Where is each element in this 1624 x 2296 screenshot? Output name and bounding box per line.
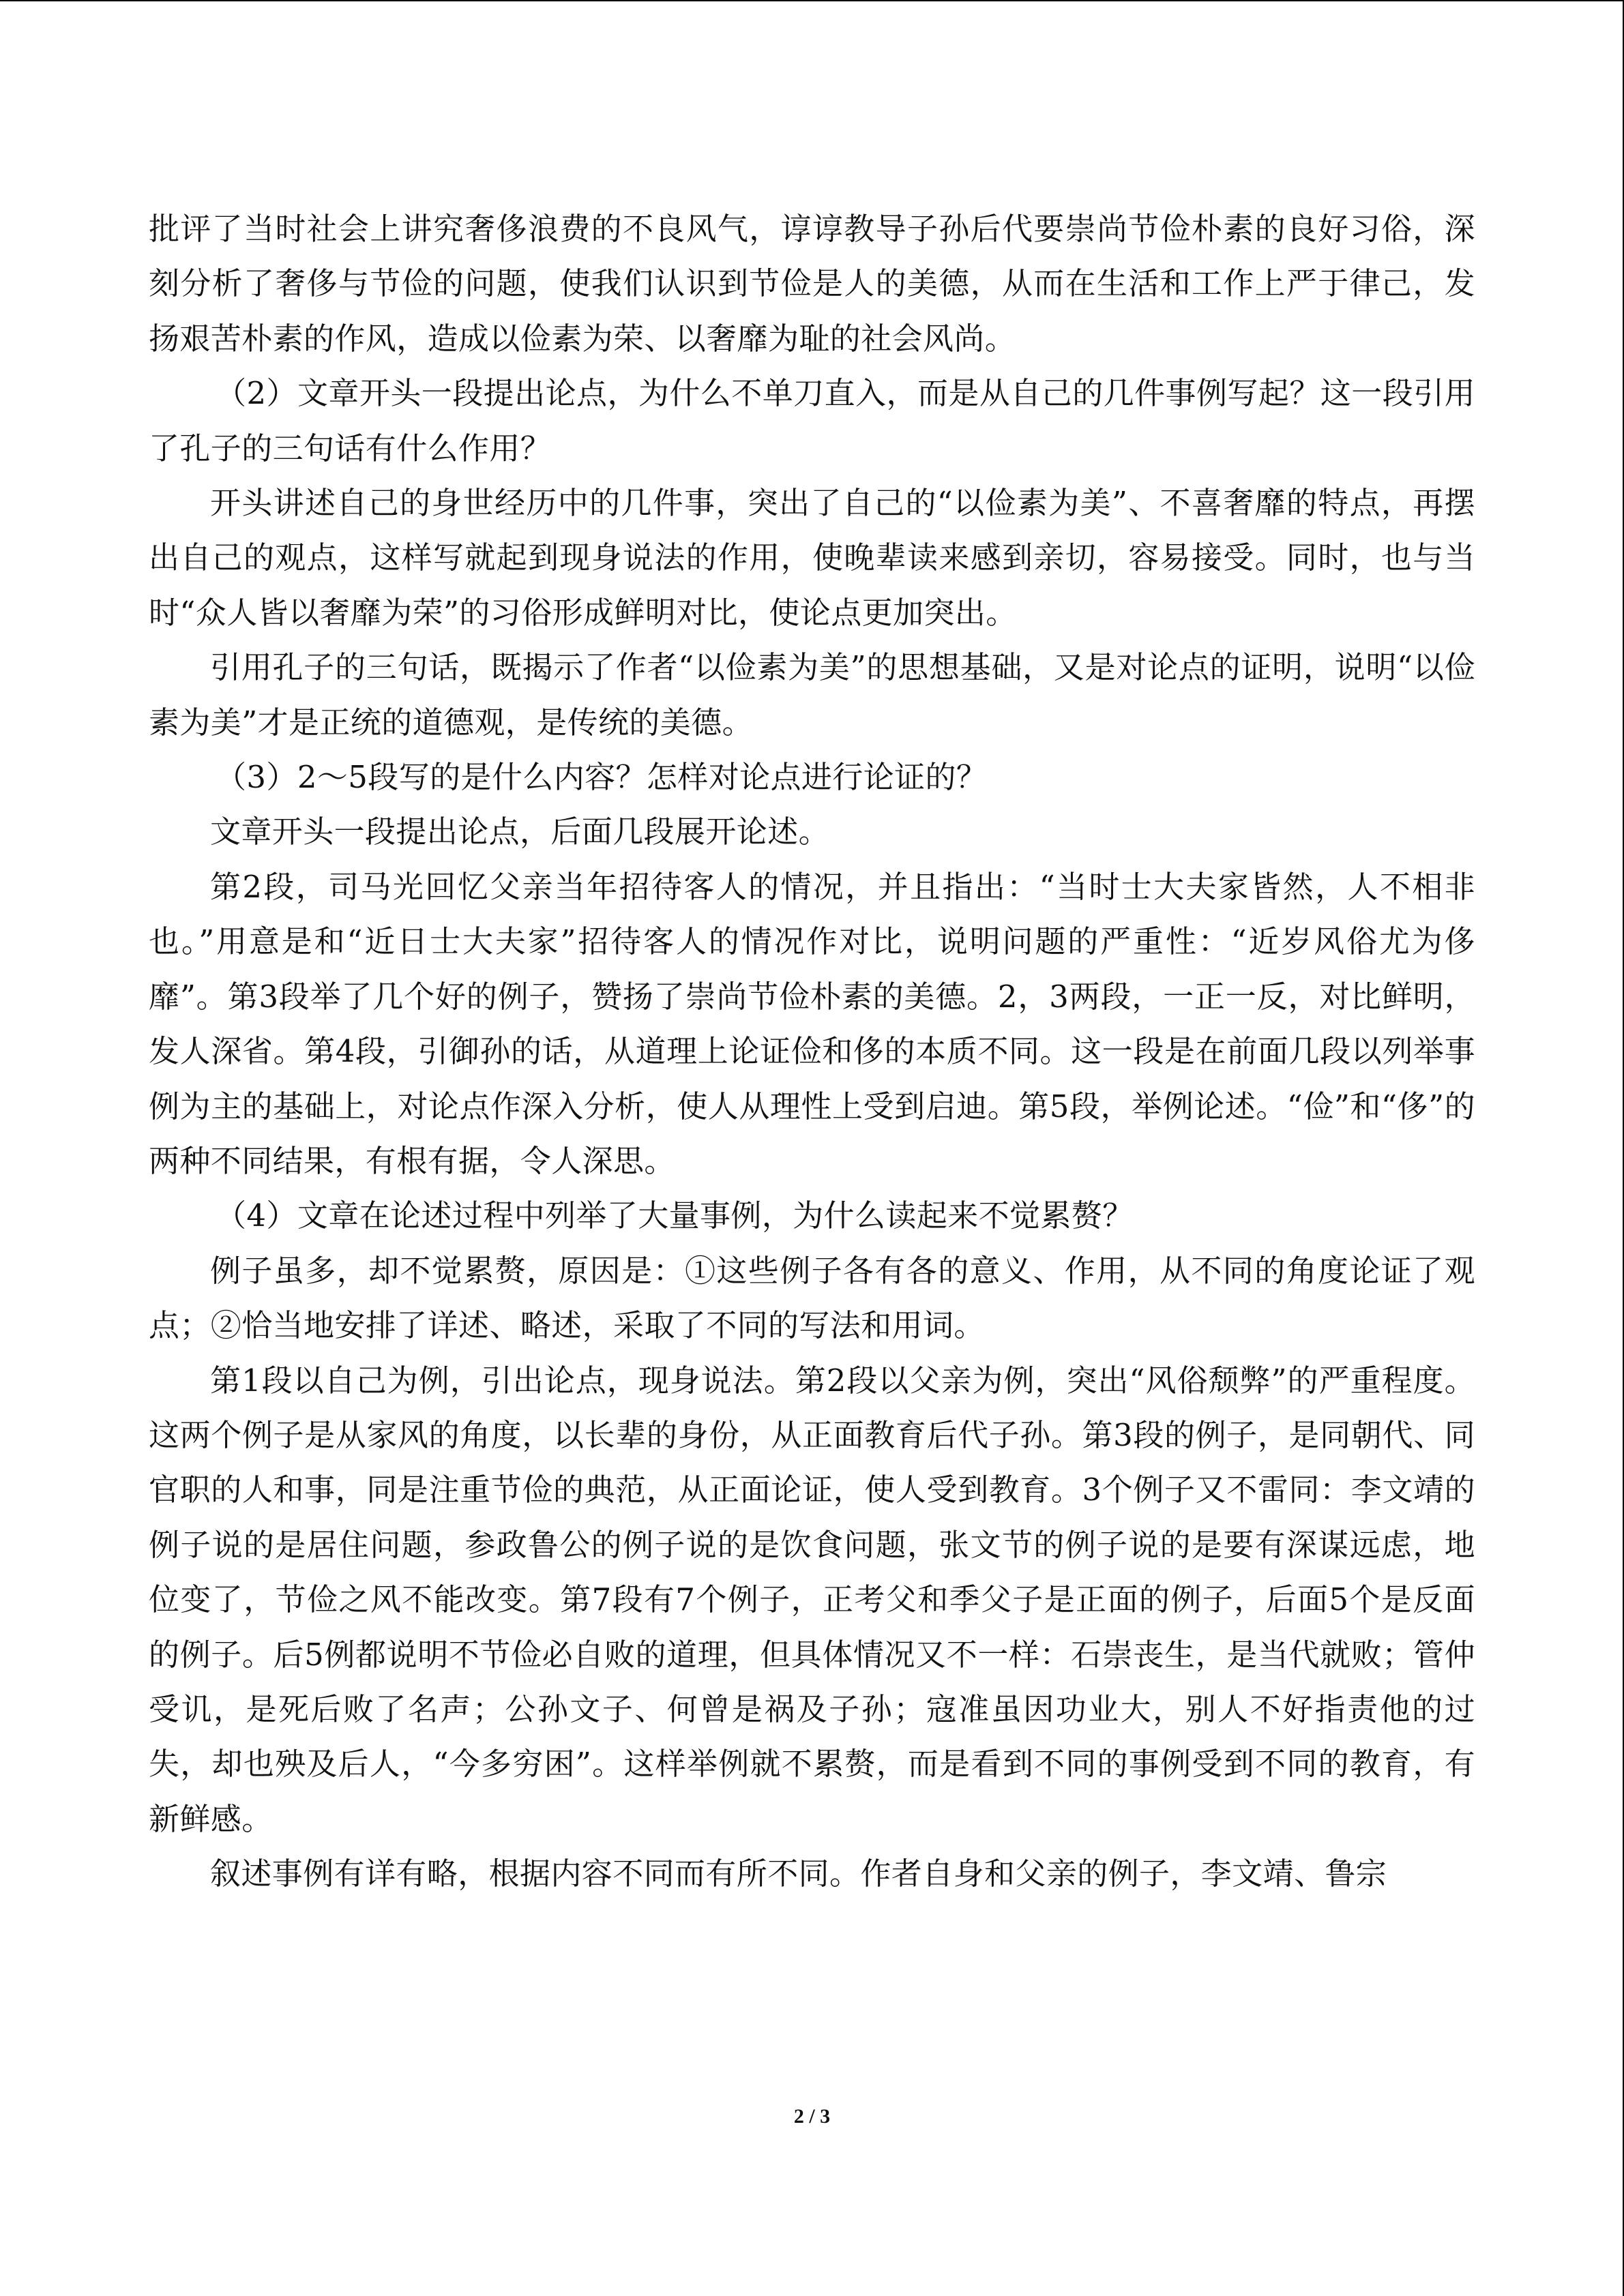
answer-4-detail: 叙述事例有详有略，根据内容不同而有所不同。作者自身和父亲的例子，李文靖、鲁宗	[210, 1855, 1387, 1892]
answer-4-summary: 例子虽多，却不觉累赘，原因是：①这些例子各有各的意义、作用，从不同的角度论证了观点；②恰当地安排了详述、略述，采取了不同的写法和用词。	[149, 1252, 1475, 1344]
paragraph-continuation: 批评了当时社会上讲究奢侈浪费的不良风气，谆谆教导子孙后代要崇尚节俭朴素的良好习俗，深刻分析了奢侈与节俭的问题，使我们认识到节俭是人的美德，从而在生活和工作上严于律己，发扬艰苦朴素的作风，造成以俭素为荣、以奢靡为耻的社会风尚。	[149, 211, 1475, 357]
answer-3-intro: 文章开头一段提出论点，后面几段展开论述。	[210, 814, 830, 850]
question-4: （4）文章在论述过程中列举了大量事例，为什么读起来不觉累赘？	[216, 1197, 1134, 1234]
answer-3-body: 第2段，司马光回忆父亲当年招待客人的情况，并且指出：“当时士大夫家皆然，人不相非也。”用意是和“近日士大夫家”招待客人的情况作对比，说明问题的严重性：“近岁风俗尤为侈靡”。第3段举了几个好的例子，赞扬了崇尚节俭朴素的美德。2，3两段，一正一反，对比鲜明，发人深省。第4段，引御孙的话，从道理上论证俭和侈的本质不同。这一段是在前面几段以列举事例为主的基础上，对论点作深入分析，使人从理性上受到启迪。第5段，举例论述。“俭”和“侈”的两种不同结果，有根有据，令人深思。	[149, 868, 1475, 1179]
answer-2-part-1: 开头讲述自己的身世经历中的几件事，突出了自己的“以俭素为美”、不喜奢靡的特点，再摆出自己的观点，这样写就起到现身说法的作用，使晚辈读来感到亲切，容易接受。同时，也与当时“众人皆以奢靡为荣”的习俗形成鲜明对比，使论点更加突出。	[149, 485, 1475, 631]
body-text	[149, 202, 1475, 1902]
question-2: （2）文章开头一段提出论点，为什么不单刀直入，而是从自己的几件事例写起？这一段引用了孔子的三句话有什么作用？	[149, 375, 1475, 466]
question-3: （3）2～5段写的是什么内容？怎样对论点进行论证的？	[216, 759, 988, 796]
answer-4-examples: 第1段以自己为例，引出论点，现身说法。第2段以父亲为例，突出“风俗颓弊”的严重程度。这两个例子是从家风的角度，以长辈的身份，从正面教育后代子孙。第3段的例子，是同朝代、同官职的人和事，同是注重节俭的典范，从正面论证，使人受到教育。3个例子又不雷同：李文靖的例子说的是居住问题，参政鲁公的例子说的是饮食问题，张文节的例子说的是要有深谋远虑，地位变了，节俭之风不能改变。第7段有7个例子，正考父和季父子是正面的例子，后面5个是反面的例子。后5例都说明不节俭必自败的道理，但具体情况又不一样：石崇丧生，是当代就败；管仲受讥，是死后败了名声；公孙文子、何曾是祸及子孙；寇准虽因功业大，别人不好指责他的过失，却也殃及后人，“今多穷困”。这样举例就不累赘，而是看到不同的事例受到不同的教育，有新鲜感。	[149, 1362, 1475, 1837]
answer-2-part-2: 引用孔子的三句话，既揭示了作者“以俭素为美”的思想基础，又是对论点的证明，说明“以俭素为美”才是正统的道德观，是传统的美德。	[149, 649, 1475, 741]
page-number: 2 / 3	[793, 2105, 831, 2128]
